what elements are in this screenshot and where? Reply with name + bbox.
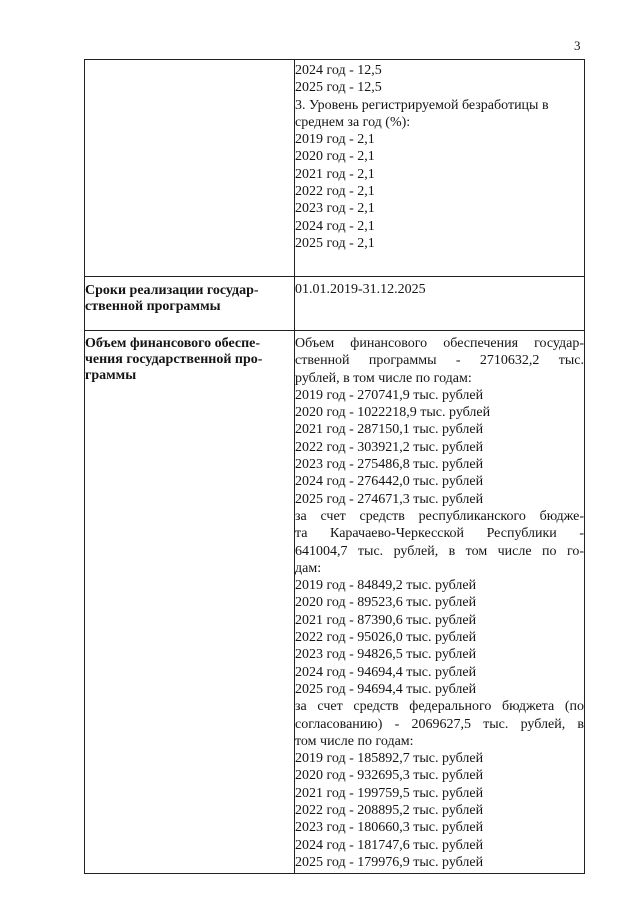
- content-line: 2019 год - 185892,7 тыс. рублей: [295, 751, 484, 767]
- content-line: 2023 год - 94826,5 тыс. рублей: [295, 647, 477, 663]
- content-line: среднем за год (%):: [295, 114, 411, 130]
- content-line: 641004,7 тыс. рублей, в том числе по го-: [295, 543, 584, 559]
- content-line: 2024 год - 2,1: [295, 218, 375, 234]
- content-line: 2025 год - 179976,9 тыс. рублей: [295, 854, 484, 870]
- content-line: за счет средств республиканского бюдже-: [295, 508, 584, 524]
- content-line: Объем финансового обеспечения государ-: [295, 336, 584, 351]
- content-line: 2020 год - 932695,3 тыс. рублей: [295, 768, 484, 784]
- content-line: 2023 год - 2,1: [295, 201, 375, 217]
- content-line: 2021 год - 287150,1 тыс. рублей: [295, 422, 484, 438]
- row-label-empty: [85, 60, 295, 277]
- row-content-implementation-period: [295, 277, 585, 331]
- content-line: 01.01.2019-31.12.2025: [295, 282, 426, 297]
- content-line: том числе по годам:: [295, 733, 414, 749]
- content-line: 2020 год - 2,1: [295, 149, 375, 165]
- table-row-financing: [85, 331, 585, 874]
- label-line: граммы: [85, 368, 137, 383]
- content-line: дам:: [295, 560, 322, 576]
- page-number: 3: [574, 38, 581, 53]
- row-content-financing: [295, 331, 585, 874]
- content-line: 2024 год - 181747,6 тыс. рублей: [295, 837, 484, 853]
- content-line: та Карачаево-Черкесской Республики -: [295, 526, 584, 542]
- label-line: Сроки реализации государ-: [85, 283, 259, 298]
- content-line: 2021 год - 199759,5 тыс. рублей: [295, 785, 484, 801]
- content-line: 2024 год - 276442,0 тыс. рублей: [295, 474, 484, 490]
- content-line: 2024 год - 12,5: [295, 63, 382, 78]
- content-line: 2019 год - 2,1: [295, 132, 375, 148]
- row-label-financing: [85, 331, 295, 874]
- content-line: 2021 год - 2,1: [295, 166, 375, 182]
- table-row-implementation-period: [85, 277, 585, 331]
- row-label-implementation-period: [85, 277, 295, 331]
- content-line: 2019 год - 84849,2 тыс. рублей: [295, 578, 477, 594]
- row-content-indicators: [295, 60, 585, 277]
- content-line: ственной программы - 2710632,2 тыс.: [295, 353, 584, 369]
- content-line: 2025 год - 2,1: [295, 235, 375, 251]
- content-line: 2025 год - 12,5: [295, 80, 382, 96]
- content-line: 2020 год - 89523,6 тыс. рублей: [295, 595, 477, 611]
- content-line: 3. Уровень регистрируемой безработицы в: [295, 97, 549, 113]
- content-line: 2024 год - 94694,4 тыс. рублей: [295, 664, 477, 680]
- content-line: 2019 год - 270741,9 тыс. рублей: [295, 387, 484, 403]
- content-line: 2022 год - 303921,2 тыс. рублей: [295, 439, 484, 455]
- content-line: 2022 год - 208895,2 тыс. рублей: [295, 803, 484, 819]
- content-line: 2025 год - 94694,4 тыс. рублей: [295, 681, 477, 697]
- content-line: за счет средств федерального бюджета (по: [295, 699, 584, 715]
- program-passport-table: [84, 59, 585, 874]
- content-line: 2020 год - 1022218,9 тыс. рублей: [295, 405, 491, 421]
- content-line: 2025 год - 274671,3 тыс. рублей: [295, 491, 484, 507]
- content-line: 2023 год - 275486,8 тыс. рублей: [295, 457, 484, 473]
- content-line: 2021 год - 87390,6 тыс. рублей: [295, 612, 477, 628]
- label-line: Объем финансового обеспе-: [85, 336, 261, 351]
- content-line: 2022 год - 2,1: [295, 184, 375, 200]
- content-line: 2023 год - 180660,3 тыс. рублей: [295, 820, 484, 836]
- content-line: согласованию) - 2069627,5 тыс. рублей, в: [295, 716, 584, 732]
- label-line: ственной программы: [85, 299, 221, 314]
- label-line: чения государственной про-: [85, 352, 263, 367]
- content-line: 2022 год - 95026,0 тыс. рублей: [295, 630, 477, 646]
- table-row-indicators: [85, 60, 585, 277]
- content-line: рублей, в том числе по годам:: [295, 370, 472, 386]
